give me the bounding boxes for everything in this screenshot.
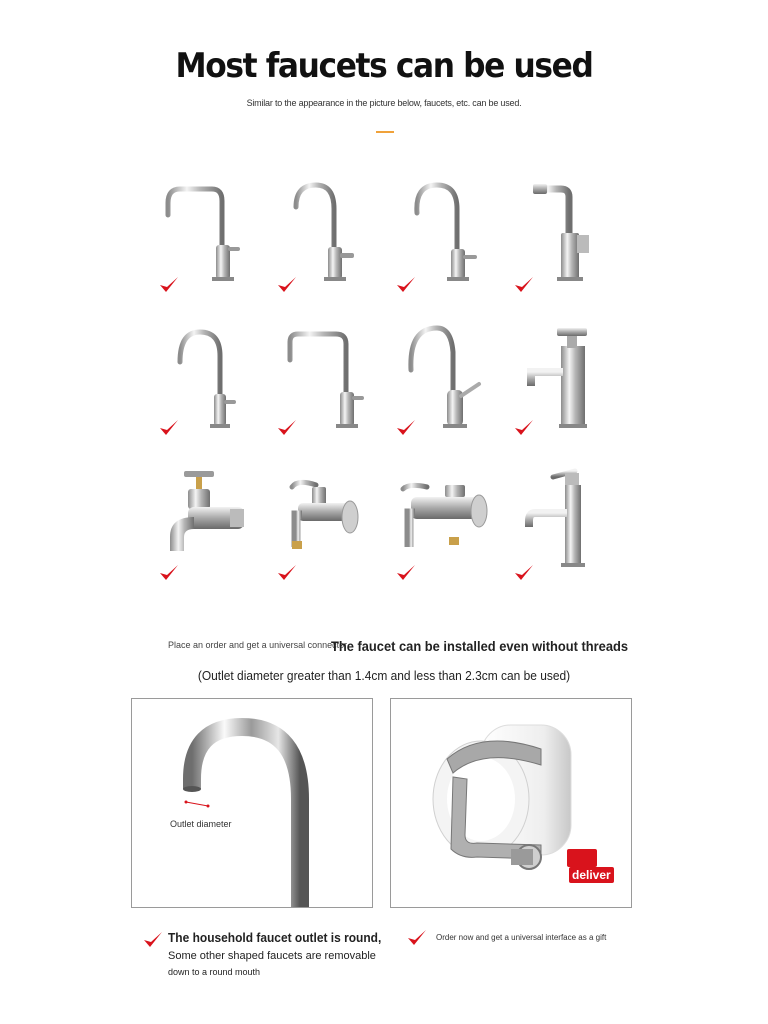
- faucet-cell: [150, 322, 260, 462]
- tall-basin-faucet-icon: [505, 467, 615, 607]
- promo-connector-text: Place an order and get a universal connector: [168, 640, 348, 650]
- basin-mixer-faucet-icon: [505, 322, 615, 462]
- outlet-diameter-panel: [131, 698, 373, 908]
- check-icon: [406, 928, 430, 948]
- outlet-diameter-label: Outlet diameter: [170, 819, 232, 829]
- check-icon: [158, 563, 180, 583]
- gooseneck-faucet-icon: [150, 322, 260, 462]
- check-icon: [276, 275, 298, 295]
- dual-outlet-tap-icon: [387, 467, 497, 607]
- check-icon: [395, 563, 417, 583]
- garden-tap-icon: [150, 467, 260, 607]
- page-title: Most faucets can be used: [175, 46, 593, 86]
- check-icon: [142, 930, 166, 950]
- faucet-cell: [268, 322, 378, 462]
- faucet-cell: [268, 467, 378, 607]
- faucet-cell: [387, 467, 497, 607]
- check-icon: [513, 275, 535, 295]
- round-outlet-faucet-icon: [132, 699, 372, 907]
- check-icon: [513, 418, 535, 438]
- deliver-badge-bg: [567, 849, 597, 867]
- curved-kitchen-faucet-icon: [387, 322, 497, 462]
- check-icon: [513, 563, 535, 583]
- faucet-cell: [505, 175, 615, 315]
- page-subtitle: Similar to the appearance in the picture below, faucets, etc. can be used.: [246, 98, 522, 108]
- round-mouth-text: down to a round mouth: [168, 967, 261, 977]
- check-icon: [158, 418, 180, 438]
- swivel-kitchen-faucet-icon: [268, 322, 378, 462]
- removable-text: Some other shaped faucets are removable: [168, 950, 376, 962]
- faucet-cell: [150, 467, 260, 607]
- faucet-cell: [505, 467, 615, 607]
- gift-interface-text: Order now and get a universal interface as a gift: [436, 933, 607, 942]
- faucet-cell: [268, 175, 378, 315]
- faucet-cell: [505, 322, 615, 462]
- install-headline: The faucet can be installed even without threads: [331, 638, 629, 654]
- check-icon: [276, 563, 298, 583]
- check-icon: [395, 418, 417, 438]
- faucet-cell: [387, 175, 497, 315]
- accent-divider: [376, 131, 394, 133]
- check-icon: [158, 275, 180, 295]
- adapter-panel: [390, 698, 632, 908]
- check-icon: [276, 418, 298, 438]
- wall-bib-tap-icon: [268, 467, 378, 607]
- diameter-note: (Outlet diameter greater than 1.4cm and less than 2.3cm can be used): [197, 668, 571, 683]
- faucet-cell: [387, 322, 497, 462]
- faucet-cell: [150, 175, 260, 315]
- round-outlet-text: The household faucet outlet is round,: [168, 930, 382, 945]
- check-icon: [395, 275, 417, 295]
- deliver-badge: deliver: [569, 867, 614, 883]
